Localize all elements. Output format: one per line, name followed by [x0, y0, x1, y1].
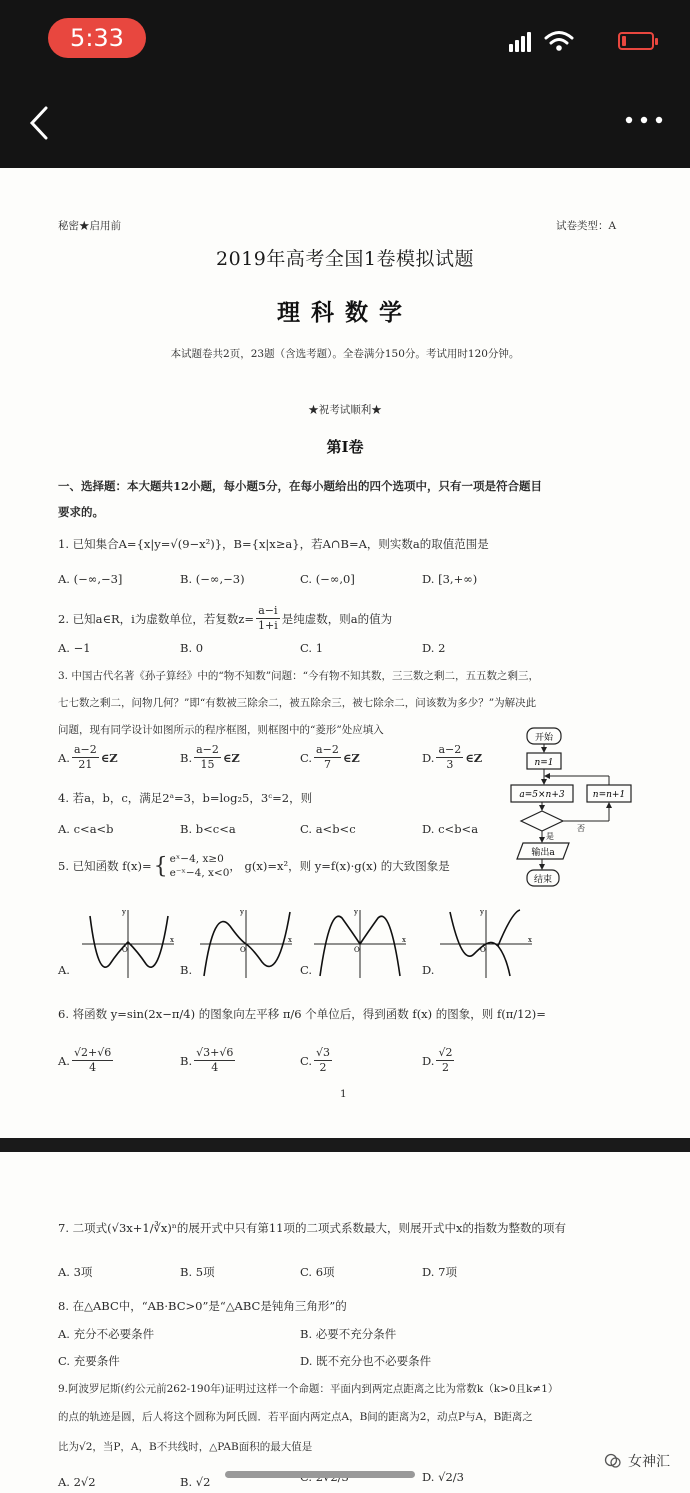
q3-d-num: a−2	[438, 743, 462, 756]
q3-option-b	[180, 743, 240, 772]
exam-title: 2019年高考全国1卷模拟试题	[216, 248, 474, 270]
nav-bar	[0, 80, 690, 168]
q3-option-c	[300, 743, 360, 772]
flow-init: n=1	[534, 758, 554, 768]
q2-num: a−i	[258, 604, 278, 617]
page-number: 1	[340, 1088, 347, 1100]
q8-option-b: B. 必要不充分条件	[300, 1327, 397, 1341]
q3-option-d	[422, 743, 482, 772]
q3-option-a	[58, 743, 118, 772]
q3-b-suffix: ∈Z	[222, 750, 240, 765]
signal-icon	[509, 30, 533, 52]
q9-option-d: D. √2/3	[422, 1470, 464, 1484]
q3-a-frac	[72, 743, 99, 772]
q5-graph-b	[200, 906, 296, 980]
q6-b-num: √3+√6	[196, 1046, 234, 1059]
q4-option-c: C. a<b<c	[300, 822, 356, 836]
status-bar	[0, 0, 690, 80]
flow-start: 开始	[534, 733, 554, 743]
watermark-text: 女神汇	[628, 1454, 670, 1470]
q2-fraction	[256, 604, 280, 633]
q6-a-label: A.	[58, 1053, 70, 1068]
q6-option-a	[58, 1046, 115, 1075]
section-heading: 一、选择题：本大题共12小题，每小题5分，在每小题给出的四个选项中，只有一项是符合题目	[58, 479, 543, 493]
q4-option-d: D. c<b<a	[422, 822, 479, 836]
q6-a-frac	[72, 1046, 113, 1075]
flowchart-diagram	[505, 728, 635, 898]
svg-text:y: y	[122, 908, 126, 916]
q3-line2: 七七数之剩二，问物几何？”即“有数被三除余二，被五除余三，被七除余二，问该数为多少？”为解决此	[58, 697, 537, 709]
q1-option-d: D. [3,+∞)	[422, 572, 478, 586]
q8-option-a: A. 充分不必要条件	[58, 1327, 155, 1341]
q5-graph-a	[82, 906, 178, 980]
q4-option-b: B. b<c<a	[180, 822, 236, 836]
q4-option-a: A. c<a<b	[58, 822, 114, 836]
q9-line2: 的点的轨迹是圆，后人将这个圆称为阿氏圆．若平面内两定点A，B间的距离为2，动点P与A，B距离之	[58, 1411, 533, 1423]
q1-option-b: B. (−∞,−3)	[180, 572, 245, 586]
q5-brace: {	[153, 853, 168, 879]
exam-wish: ★祝考试顺利★	[308, 404, 382, 416]
q3-b-label: B.	[180, 750, 193, 765]
q5-cases	[170, 852, 230, 880]
flow-output: 输出a	[531, 848, 555, 858]
q8-option-d: D. 既不充分也不必要条件	[300, 1354, 432, 1368]
q5-stem-post: ， g(x)=x²，则 y=f(x)·g(x) 的大致图象是	[229, 859, 450, 873]
q1-stem: 1. 已知集合A={x|y=√(9−x²)}，B={x|x≥a}，若A∩B=A，则实数a的取值范围是	[58, 537, 489, 551]
q9-line3: 比为√2，当P，A，B不共线时，△PAB面积的最大值是	[58, 1441, 313, 1453]
wechat-logo-icon	[604, 1452, 622, 1470]
q6-a-num: √2+√6	[73, 1046, 112, 1059]
q9-line1: 9.阿波罗尼斯(约公元前262-190年)证明过这样一个命题：平面内到两定点距离之比为常数k（k>0且k≠1）	[58, 1383, 559, 1395]
flow-end: 结束	[533, 875, 553, 885]
q6-b-frac	[194, 1046, 235, 1075]
q2-option-d: D. 2	[422, 641, 446, 655]
q6-b-label: B.	[180, 1053, 193, 1068]
flow-assign: a=5×n+3	[519, 790, 565, 800]
svg-text:O: O	[240, 946, 246, 954]
status-icons	[458, 30, 658, 56]
q3-line3: 问题，现有同学设计如图所示的程序框图，则框图中的“菱形”处应填入	[58, 724, 384, 736]
svg-text:x: x	[170, 936, 174, 944]
q3-line1: 3. 中国古代名著《孙子算经》中的“物不知数”问题：“今有物不知其数，三三数之剩二，五五数之剩三，	[58, 670, 539, 682]
q8-stem: 8. 在△ABC中，“AB·BC>0”是“△ABC是钝角三角形”的	[58, 1299, 347, 1313]
svg-text:y: y	[354, 908, 358, 916]
q5-case1: eˣ−4, x≥0	[169, 853, 224, 865]
q3-b-num: a−2	[196, 743, 219, 756]
q3-c-suffix: ∈Z	[342, 750, 360, 765]
q6-c-frac	[314, 1046, 332, 1075]
q3-c-frac	[314, 743, 341, 772]
q3-a-suffix: ∈Z	[100, 750, 118, 765]
exam-notice: 本试题卷共2页，23题（含选考题）。全卷满分150分。考试用时120分钟。	[170, 348, 520, 360]
q6-c-den: 2	[319, 1061, 327, 1074]
svg-text:O: O	[354, 946, 360, 954]
q6-stem: 6. 将函数 y=sin(2x−π/4) 的图象向左平移 π/6 个单位后，得到函数 f(x) 的图象，则 f(π/12)=	[58, 1007, 546, 1021]
q3-d-suffix: ∈Z	[465, 750, 483, 765]
q2-den: 1+i	[258, 619, 278, 632]
q3-d-frac	[436, 743, 463, 772]
volume-title: 第Ⅰ卷	[326, 438, 364, 456]
q2-option-c: C. 1	[300, 641, 324, 655]
q7-stem: 7. 二项式(√3x+1/∛x)ⁿ的展开式中只有第11项的二项式系数最大，则展开式中x的指数为整数的项有	[58, 1221, 566, 1235]
svg-text:O: O	[122, 946, 128, 954]
q6-option-d	[422, 1046, 456, 1075]
q6-option-c	[300, 1046, 334, 1075]
q5-option-b: B.	[180, 963, 193, 977]
q6-c-label: C.	[300, 1053, 313, 1068]
q6-d-den: 2	[441, 1061, 449, 1074]
flow-yes: 是	[546, 832, 554, 841]
q3-b-frac	[194, 743, 221, 772]
q5-option-d: D.	[422, 963, 435, 977]
q8-option-c: C. 充要条件	[58, 1354, 120, 1368]
q5-stem-pre: 5. 已知函数 f(x)=	[58, 859, 152, 873]
q5-stem	[58, 852, 450, 880]
home-indicator[interactable]	[225, 1471, 415, 1478]
q9-option-b: B. √2	[180, 1475, 211, 1489]
q6-option-b	[180, 1046, 237, 1075]
q5-option-c: C.	[300, 963, 313, 977]
q6-d-label: D.	[422, 1053, 435, 1068]
svg-text:x: x	[402, 936, 406, 944]
svg-text:y: y	[240, 908, 244, 916]
q2-stem-post: 是纯虚数，则a的值为	[281, 611, 393, 626]
battery-icon	[618, 32, 654, 50]
q3-d-den: 3	[446, 758, 454, 771]
svg-text:y: y	[480, 908, 484, 916]
q5-graph-d	[440, 906, 536, 980]
svg-text:O: O	[480, 946, 486, 954]
flow-decision	[521, 811, 563, 831]
q6-b-den: 4	[211, 1061, 219, 1074]
q2-option-b: B. 0	[180, 641, 204, 655]
paper-type: 试卷类型：A	[556, 220, 617, 232]
back-icon[interactable]	[24, 100, 64, 146]
q5-option-a: A.	[58, 963, 70, 977]
q3-a-den: 21	[78, 758, 93, 771]
q7-option-b: B. 5项	[180, 1265, 215, 1279]
q2-stem	[58, 604, 392, 633]
section-heading-cont: 要求的。	[58, 505, 104, 519]
q7-option-d: D. 7项	[422, 1265, 457, 1279]
status-time[interactable]: 5:33	[48, 18, 146, 58]
q3-b-den: 15	[200, 758, 215, 771]
q9-option-a: A. 2√2	[58, 1475, 96, 1489]
q4-stem: 4. 若a，b，c，满足2ᵃ=3，b=log₂5，3ᶜ=2，则	[58, 791, 313, 805]
confidential-label: 秘密★启用前	[58, 220, 121, 232]
q5-case2: e⁻ˣ−4, x<0	[169, 867, 230, 879]
svg-text:x: x	[288, 936, 292, 944]
q6-a-den: 4	[89, 1061, 97, 1074]
q2-option-a: A. −1	[58, 641, 91, 655]
q1-option-a: A. (−∞,−3]	[58, 572, 123, 586]
q3-a-label: A.	[58, 750, 70, 765]
document-page-1	[0, 168, 690, 1138]
flow-no: 否	[577, 824, 585, 833]
flow-incr: n=n+1	[592, 790, 626, 800]
q1-option-c: C. (−∞,0]	[300, 572, 355, 586]
more-icon[interactable]	[624, 110, 664, 130]
q3-d-label: D.	[422, 750, 435, 765]
q6-d-frac	[436, 1046, 454, 1075]
q3-a-num: a−2	[73, 743, 97, 756]
q3-c-label: C.	[300, 750, 313, 765]
q6-c-num: √3	[316, 1046, 331, 1059]
q7-option-c: C. 6项	[300, 1265, 335, 1279]
wifi-icon	[544, 30, 574, 52]
q7-option-a: A. 3项	[58, 1265, 93, 1279]
q6-d-num: √2	[438, 1046, 453, 1059]
q3-c-den: 7	[323, 758, 331, 771]
subject-title: 理科数学	[277, 299, 413, 326]
svg-text:x: x	[528, 936, 532, 944]
document-page-2	[0, 1152, 690, 1493]
q2-stem-pre: 2. 已知a∈R，i为虚数单位，若复数z=	[58, 611, 255, 626]
q3-c-num: a−2	[316, 743, 339, 756]
q5-graph-c	[314, 906, 410, 980]
watermark	[604, 1451, 670, 1471]
